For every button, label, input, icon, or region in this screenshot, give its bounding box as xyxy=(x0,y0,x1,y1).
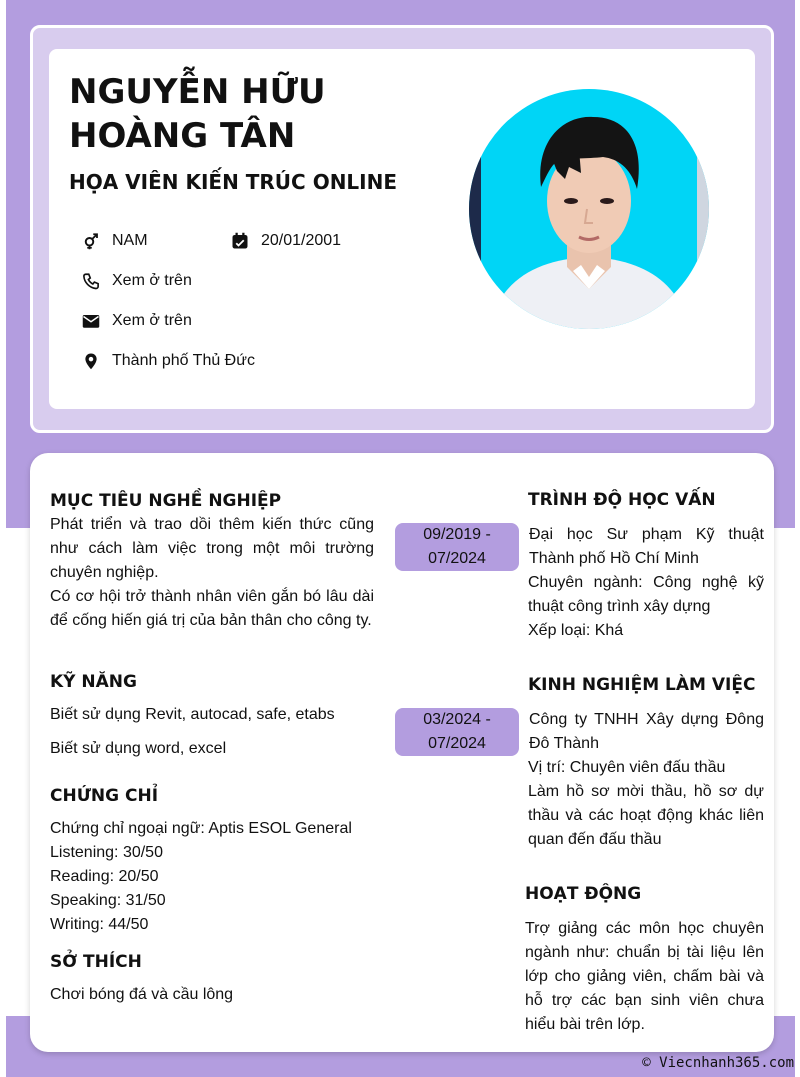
profile-photo xyxy=(469,89,709,329)
education-major: Chuyên ngành: Công nghệ kỹ thuật công trình xây dựng xyxy=(528,574,764,615)
hobbies-title: SỞ THÍCH xyxy=(50,952,142,972)
email-row xyxy=(82,312,192,330)
skills-title: KỸ NĂNG xyxy=(50,672,137,692)
education-school: Đại học Sư phạm Kỹ thuật Thành phố Hồ Chí Minh xyxy=(529,526,764,567)
skill-item: Biết sử dụng word, excel xyxy=(50,740,227,757)
dob-row xyxy=(231,232,341,250)
certificate-line: Listening: 30/50 xyxy=(50,844,163,861)
phone-value: Xem ở trên xyxy=(112,272,192,289)
objective-text-1: Phát triển và trao dồi thêm kiến thức cũng như cách làm việc trong một môi trường chuyên nghiệp. xyxy=(50,516,374,581)
experience-description: Làm hồ sơ mời thầu, hồ sơ dự thầu và các hoạt động khác liên quan đến đấu thầu xyxy=(528,783,764,848)
activities-text: Trợ giảng các môn học chuyên ngành như: chuẩn bị tài liệu lên lớp cho giảng viên, chấm bài và hỗ trợ các bạn sinh viên chưa hiểu bài trên lớp. xyxy=(525,920,764,1033)
experience-company: Công ty TNHH Xây dựng Đông Đô Thành xyxy=(529,711,764,752)
hobbies-text: Chơi bóng đá và cầu lông xyxy=(50,986,234,1003)
objective-text-2: Có cơ hội trở thành nhân viên gắn bó lâu dài để cống hiến giá trị của bản thân cho công ty. xyxy=(50,588,374,629)
certificate-line: Writing: 44/50 xyxy=(50,916,149,933)
phone-icon xyxy=(82,272,100,290)
gender-value: NAM xyxy=(112,232,148,249)
experience-title: KINH NGHIỆM LÀM VIỆC xyxy=(528,675,756,695)
footer-copyright: © Viecnhanh365.com xyxy=(642,1055,794,1071)
certificates-title: CHỨNG CHỈ xyxy=(50,786,159,806)
education-date-badge: 09/2019 - 07/2024 xyxy=(395,523,519,571)
job-title: HỌA VIÊN KIẾN TRÚC ONLINE xyxy=(69,170,398,194)
phone-row xyxy=(82,272,192,290)
certificate-line: Reading: 20/50 xyxy=(50,868,159,885)
skill-item: Biết sử dụng Revit, autocad, safe, etabs xyxy=(50,706,335,723)
education-rank: Xếp loại: Khá xyxy=(528,622,624,639)
gender-icon xyxy=(82,232,100,250)
calendar-icon xyxy=(231,232,249,250)
education-title: TRÌNH ĐỘ HỌC VẤN xyxy=(528,490,716,510)
activities-title: HOẠT ĐỘNG xyxy=(525,884,642,904)
gender-row xyxy=(82,232,148,250)
experience-date-badge: 03/2024 - 07/2024 xyxy=(395,708,519,756)
candidate-name: NGUYỄN HỮU HOÀNG TÂN xyxy=(69,72,326,156)
email-value: Xem ở trên xyxy=(112,312,192,329)
address-value: Thành phố Thủ Đức xyxy=(112,352,255,369)
certificate-line: Chứng chỉ ngoại ngữ: Aptis ESOL General xyxy=(50,820,352,837)
dob-value: 20/01/2001 xyxy=(261,232,342,249)
location-pin-icon xyxy=(82,352,100,370)
experience-position: Vị trí: Chuyên viên đấu thầu xyxy=(528,759,726,776)
email-icon xyxy=(82,312,100,330)
certificate-line: Speaking: 31/50 xyxy=(50,892,166,909)
objective-title: MỤC TIÊU NGHỀ NGHIỆP xyxy=(50,491,282,511)
address-row xyxy=(82,352,255,370)
